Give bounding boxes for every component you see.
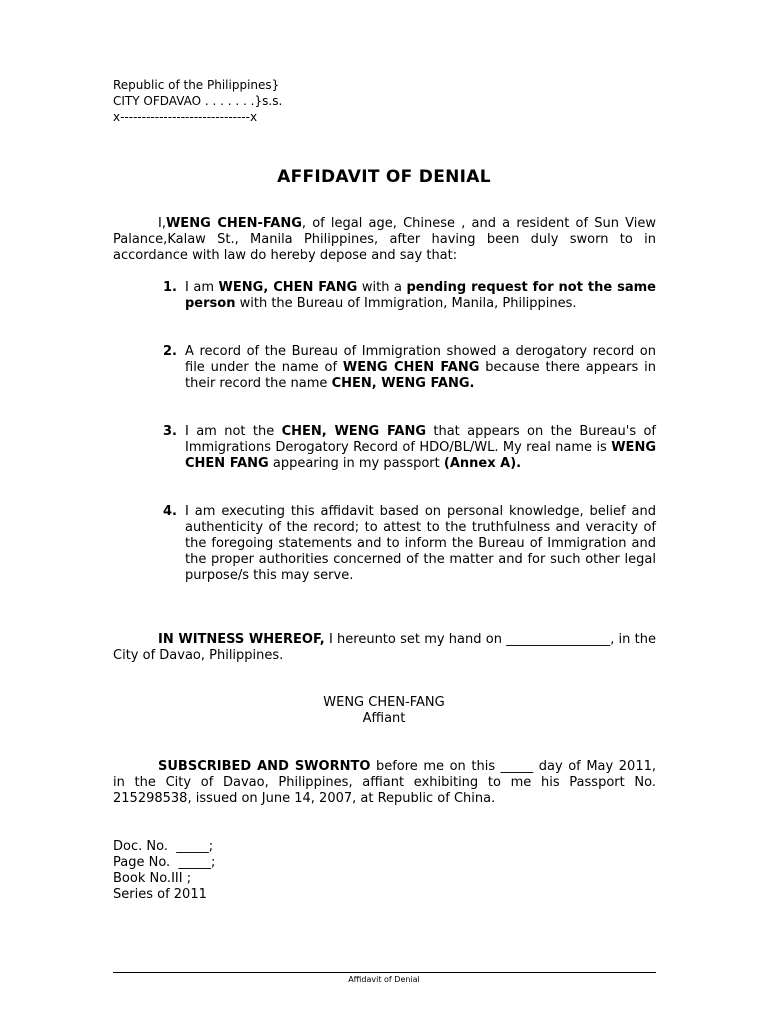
- item-text-e: with the Bureau of Immigration, Manila, Philippines.: [235, 296, 577, 311]
- witness-paragraph: [113, 632, 656, 664]
- series: Series of 2011: [113, 887, 207, 902]
- jurat-heading: SUBSCRIBED AND SWORNTO: [158, 759, 371, 774]
- list-item: [163, 344, 656, 392]
- footer-divider: [113, 972, 656, 973]
- item-text-a: I am executing this affidavit based on personal knowledge, belief and authenticity of the record; to attest to the truthfulness and veracity of the foregoing statements and to inform the Bureau of Immigration and the proper authorities concerned of the matter and for such other legal purpose/s this may serve.: [185, 504, 656, 583]
- intro-text-a: I,: [158, 216, 166, 231]
- page-no: Page No. _____;: [113, 855, 216, 870]
- item-text: [185, 424, 656, 472]
- intro-text-b: , of legal age, Chinese , and a resident of Sun View Palance,Kalaw St., Manila Philippines, after having been duly sworn to in accordance with law do hereby depose and say that:: [113, 216, 657, 263]
- item-text: [185, 344, 656, 392]
- item-number: 4.: [163, 504, 177, 519]
- list-item: [163, 280, 656, 312]
- item-text-c: because there appears in their record the name: [185, 360, 657, 391]
- witness-date-blank: ________________: [506, 632, 611, 647]
- list-item: [163, 504, 656, 584]
- item-text: [185, 280, 656, 312]
- jurat-text: before me on this _____ day of May 2011, in the City of Davao, Philippines, affiant exhibiting to me his Passport No. 215298538, issued on June 14, 2007, at Republic of China.: [113, 759, 656, 806]
- caption-divider: x------------------------------x: [113, 110, 258, 124]
- item-text-c: that appears on the Bureau's of Immigrations Derogatory Record of HDO/BL/WL. My real name is: [185, 424, 656, 455]
- item-text-a: A record of the Bureau of Immigration showed a derogatory record on file under the name of: [185, 344, 656, 375]
- witness-text-c: , in the City of Davao, Philippines.: [113, 632, 656, 663]
- document-title: AFFIDAVIT OF DENIAL: [277, 167, 491, 187]
- book-no: Book No.III ;: [113, 871, 192, 886]
- notarial-register: [113, 839, 215, 903]
- item-text-a: I am not the: [185, 424, 282, 439]
- item-text-b: WENG, CHEN FANG: [218, 280, 358, 295]
- item-text-f: (Annex A).: [443, 456, 522, 471]
- jurat-paragraph: [113, 759, 656, 807]
- venue-caption: [113, 77, 282, 125]
- item-text-e: appearing in my passport: [268, 456, 444, 471]
- item-text-a: I am: [185, 280, 219, 295]
- item-number: 3.: [163, 424, 177, 439]
- intro-paragraph: [113, 216, 656, 264]
- item-text-b: CHEN, WENG FANG: [281, 424, 426, 439]
- witness-heading: IN WITNESS WHEREOF,: [158, 632, 325, 647]
- caption-city: CITY OFDAVAO . . . . . . .}s.s.: [113, 94, 283, 108]
- caption-republic: Republic of the Philippines}: [113, 78, 280, 92]
- affiant-name: WENG CHEN-FANG: [323, 695, 445, 710]
- item-number: 2.: [163, 344, 177, 359]
- footer-label: Affidavit of Denial: [348, 975, 420, 984]
- list-item: [163, 424, 656, 472]
- item-text-c: with a: [357, 280, 407, 295]
- doc-no: Doc. No. _____;: [113, 839, 214, 854]
- affiant-label: Affiant: [362, 711, 406, 726]
- item-text-d: WENG CHEN FANG: [185, 440, 656, 471]
- item-number: 1.: [163, 280, 177, 295]
- item-text: [185, 504, 656, 584]
- item-text-d: CHEN, WENG FANG.: [331, 376, 475, 391]
- witness-text-b: I hereunto set my hand on: [324, 632, 507, 647]
- item-text-b: WENG CHEN FANG: [342, 360, 480, 375]
- intro-affiant-name: WENG CHEN-FANG: [165, 216, 302, 231]
- affiant-signature-block: [0, 695, 768, 727]
- item-text-d: pending request for not the same person: [185, 280, 656, 311]
